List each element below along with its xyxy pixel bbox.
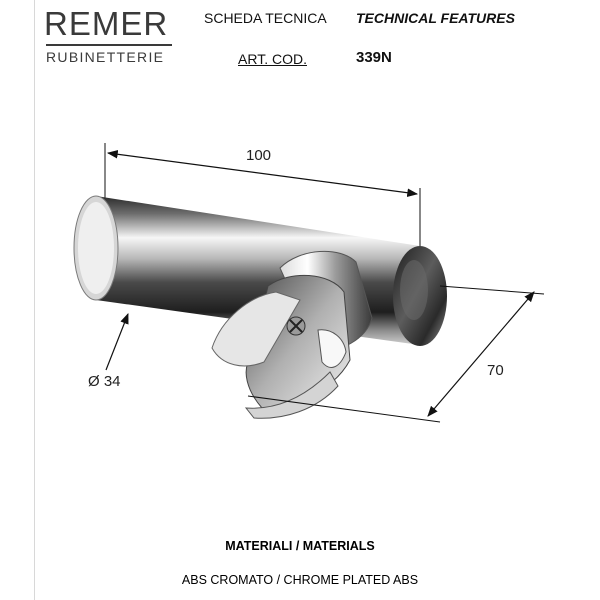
technical-features-label: TECHNICAL FEATURES — [356, 10, 515, 26]
dimension-diameter-label: Ø 34 — [88, 373, 121, 390]
dimension-diameter — [88, 314, 128, 390]
brand-subtitle: RUBINETTERIE — [46, 49, 165, 65]
materials-title: MATERIALI / MATERIALS — [225, 539, 375, 553]
scheda-tecnica-label: SCHEDA TECNICA — [204, 10, 327, 26]
art-cod-value: 339N — [356, 49, 392, 66]
dimension-depth-label: 70 — [487, 362, 504, 379]
dimension-length-label: 100 — [246, 147, 272, 164]
brand-name: REMER — [44, 5, 169, 42]
art-cod-label: ART. COD. — [238, 51, 307, 67]
materials-value: ABS CROMATO / CHROME PLATED ABS — [181, 573, 419, 587]
